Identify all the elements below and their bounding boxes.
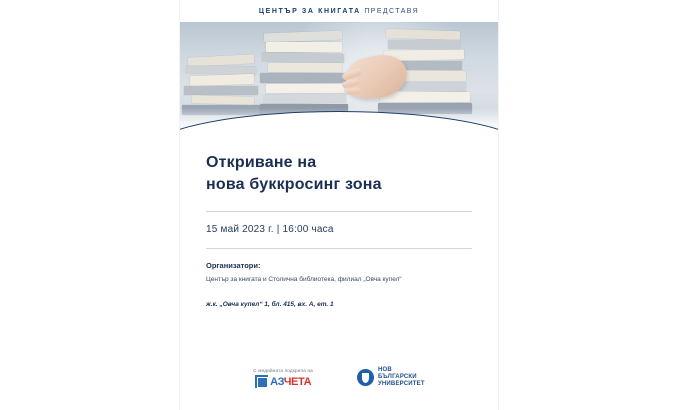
azcheta-wordmark bbox=[270, 376, 311, 388]
book-item bbox=[380, 92, 470, 102]
azcheta-word-part2: ЧЕТА bbox=[283, 375, 312, 388]
organizers-value: Център за книгата и Столична библиотека, филиал „Овча купел“ bbox=[206, 276, 402, 284]
poster-body bbox=[180, 134, 498, 308]
book-item bbox=[266, 84, 344, 93]
book-item bbox=[184, 86, 258, 95]
poster-sheet bbox=[180, 0, 498, 410]
book-item bbox=[264, 93, 346, 103]
books-photo bbox=[180, 22, 498, 134]
nbu-line-1: НОВ bbox=[377, 367, 392, 374]
azcheta-mark-icon bbox=[255, 375, 268, 388]
divider-top bbox=[206, 211, 472, 212]
azcheta-logo bbox=[255, 375, 311, 388]
divider-bottom bbox=[206, 248, 472, 249]
poster-header bbox=[180, 0, 498, 22]
book-item bbox=[388, 40, 460, 49]
event-address: ж.к. „Овча купел“ 1, бл. 415, вх. А, ет. 1 bbox=[206, 300, 334, 308]
sponsor-logo-block bbox=[253, 368, 313, 388]
event-datetime: 15 май 2023 г. | 16:00 часа bbox=[206, 224, 334, 236]
nbu-line-2: БЪЛГАРСКИ bbox=[377, 374, 417, 381]
nbu-wordmark bbox=[378, 367, 425, 388]
book-item bbox=[268, 63, 342, 72]
book-item bbox=[262, 52, 344, 62]
header-suffix: ПРЕДСТАВЯ bbox=[364, 7, 420, 15]
title-line-1: Откриване на bbox=[206, 154, 317, 171]
support-text: С медийната подкрепа на bbox=[253, 368, 313, 373]
page-title bbox=[206, 152, 472, 195]
nbu-emblem-icon bbox=[357, 369, 374, 386]
header-presenter-line bbox=[259, 8, 419, 15]
book-item bbox=[260, 73, 346, 83]
poster-footer bbox=[180, 367, 498, 388]
university-logo-block bbox=[357, 367, 425, 388]
title-line-2: нова буккросинг зона bbox=[206, 175, 382, 193]
header-prefix: ЦЕНТЪР ЗА КНИГАТА bbox=[258, 7, 361, 15]
nbu-line-3: УНИВЕРСИТЕТ bbox=[377, 381, 425, 388]
organizers-label: Организатори: bbox=[206, 261, 261, 271]
nbu-logo bbox=[357, 367, 425, 388]
azcheta-word-part1: АЗ bbox=[270, 375, 284, 388]
book-item bbox=[266, 42, 342, 52]
